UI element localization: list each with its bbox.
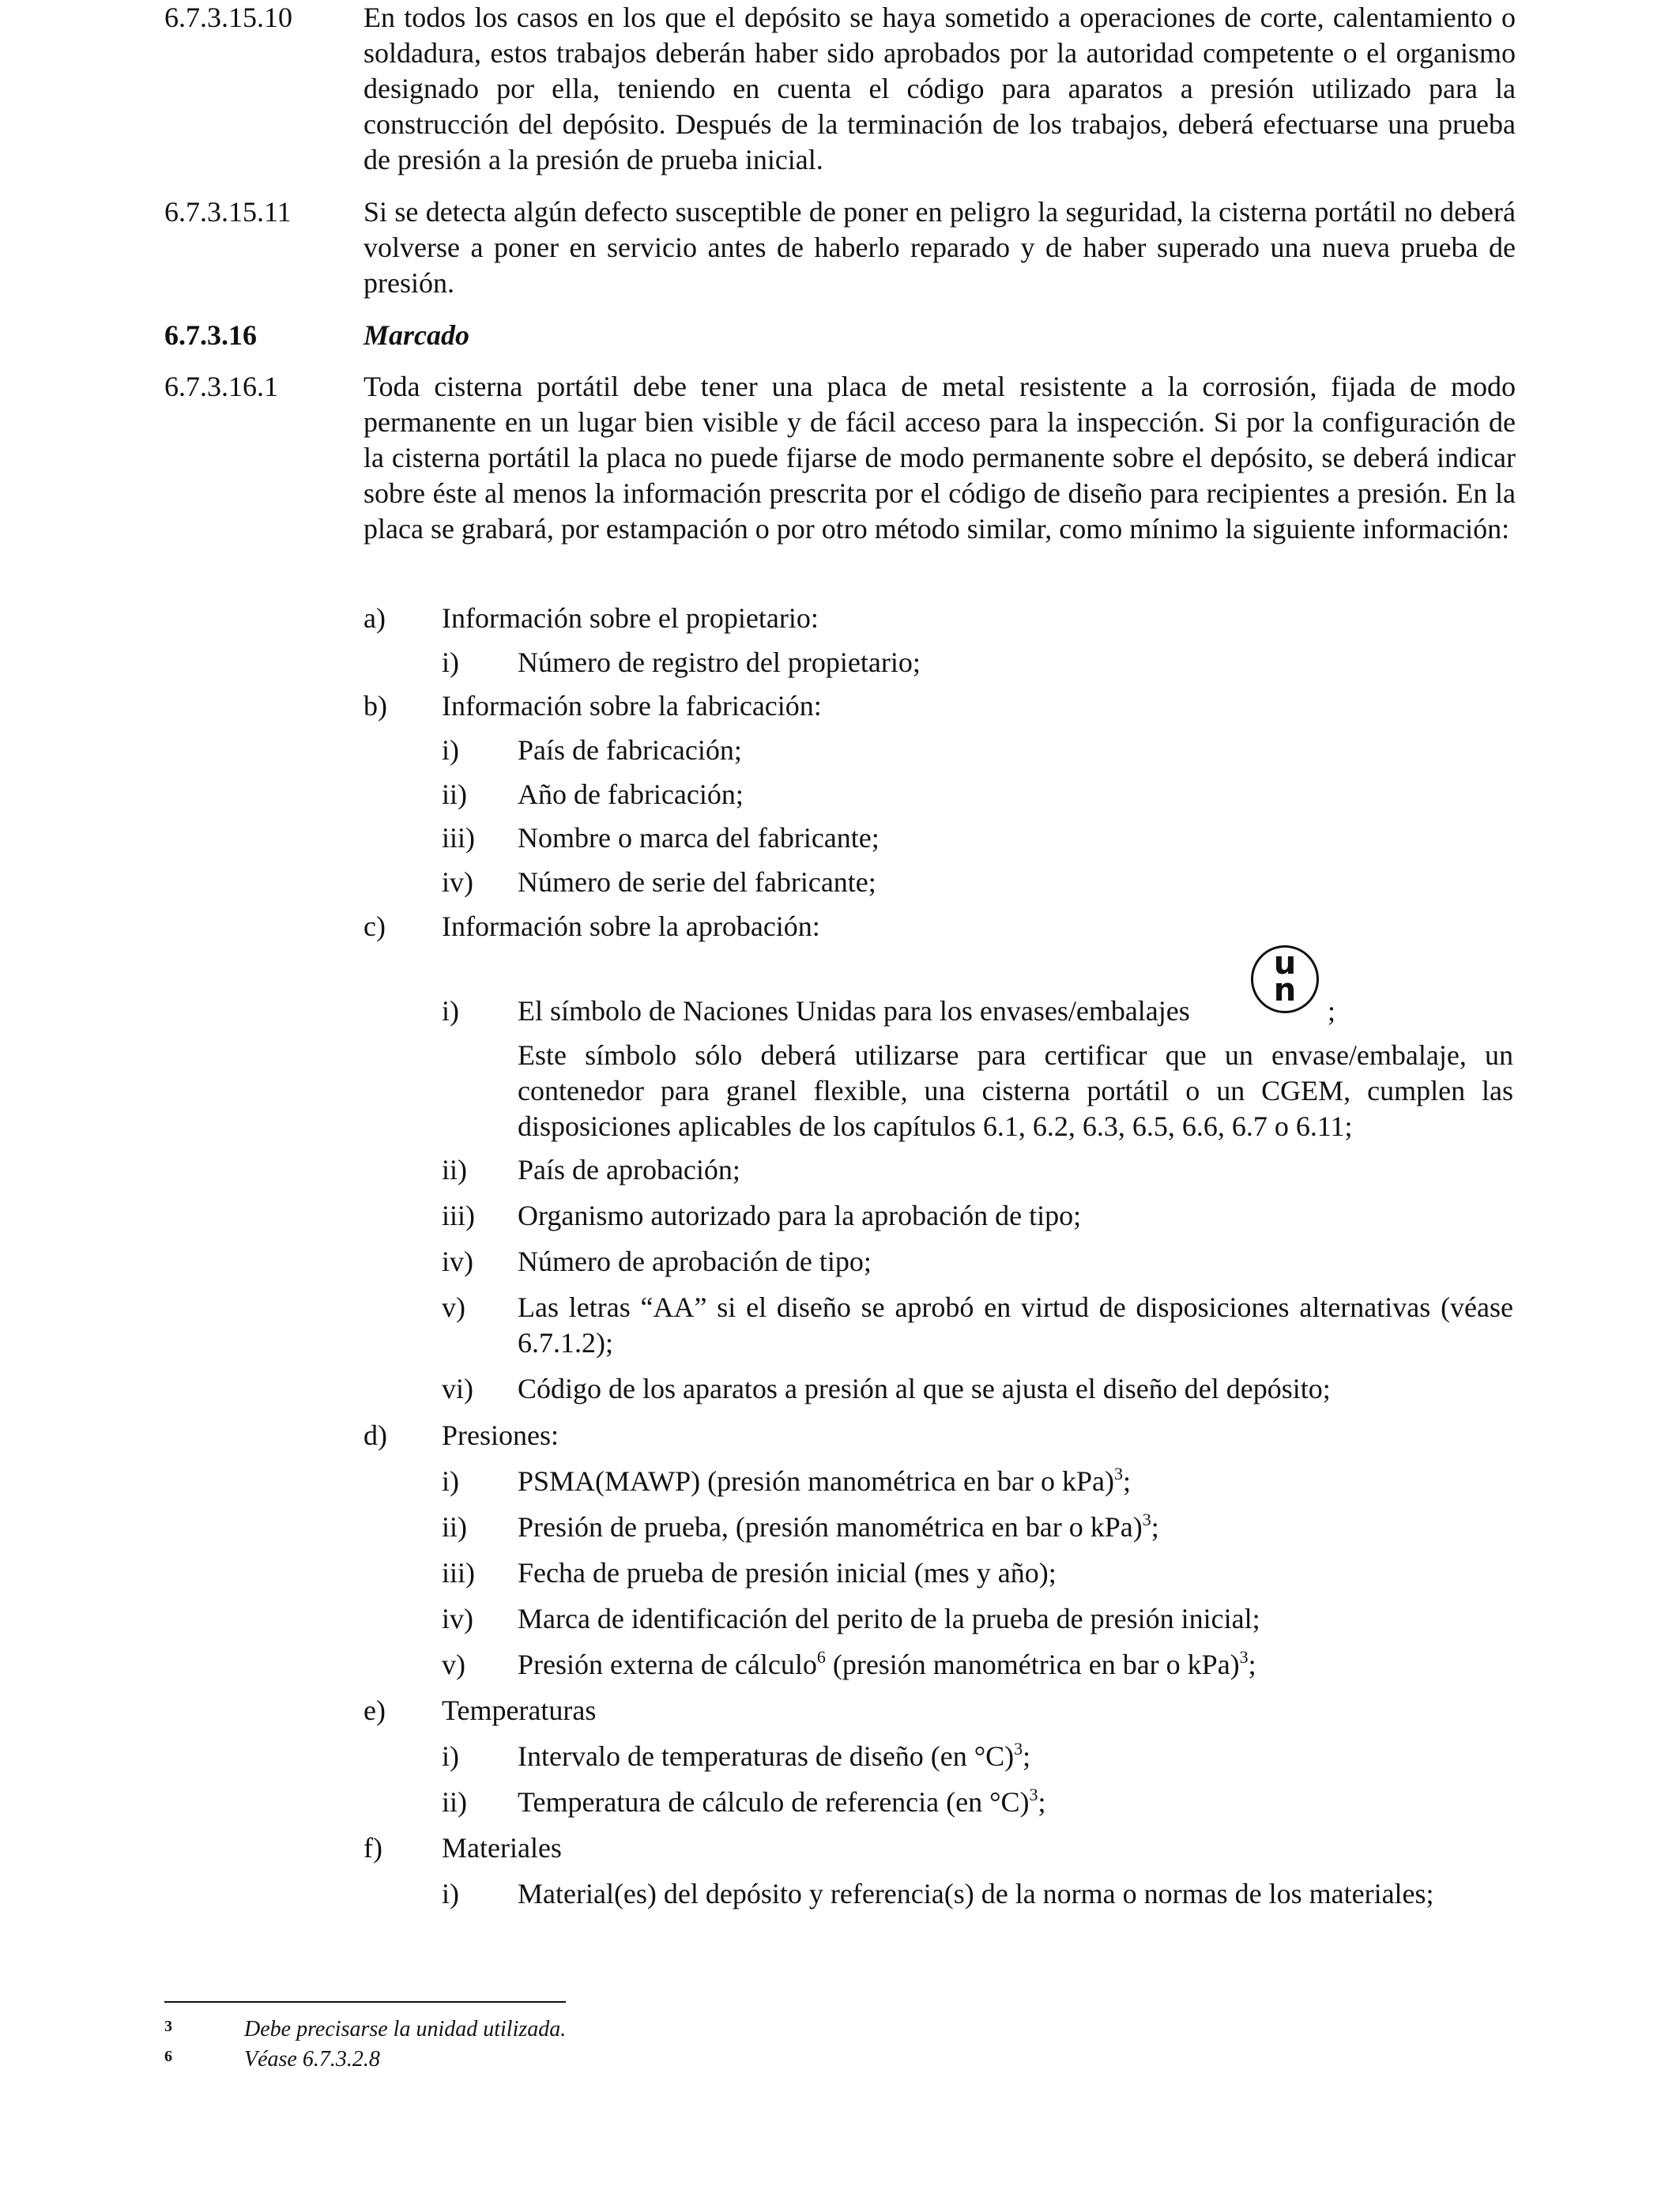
sublist-text: Número de serie del fabricante;	[518, 866, 876, 898]
sublist-label: i)	[442, 647, 459, 678]
sublist-text: Año de fabricación;	[518, 778, 744, 810]
section-number: 6.7.3.16	[164, 319, 257, 351]
sublist-label: vi)	[442, 1373, 473, 1404]
item-suffix: ;	[1248, 1649, 1256, 1680]
footnote-text: Debe precisarse la unidad utilizada.	[244, 2017, 567, 2041]
sublist-text	[518, 1510, 1159, 1545]
sublist-text	[518, 1647, 1256, 1683]
un-symbol-letter-n: n	[1273, 972, 1297, 1008]
section-title: Marcado	[363, 319, 469, 351]
item-suffix: ;	[1038, 1786, 1046, 1818]
sublist-text: Número de aprobación de tipo;	[518, 1246, 872, 1277]
sublist-text: Marca de identificación del perito de la prueba de presión inicial;	[518, 1603, 1260, 1634]
sublist-text: El símbolo de Naciones Unidas para los envases/embalajes	[518, 995, 1190, 1027]
sublist-text: País de fabricación;	[518, 734, 742, 766]
footnote-ref: 3	[1113, 1464, 1123, 1483]
sublist-text	[518, 1785, 1046, 1820]
sublist-text: País de aprobación;	[518, 1154, 740, 1186]
sublist-label: i)	[442, 1878, 459, 1909]
sublist-text-main: Temperatura de cálculo de referencia (en °C)	[518, 1786, 1030, 1818]
item-suffix: ;	[1122, 1465, 1131, 1497]
footnote-number: 6	[164, 2048, 172, 2065]
sublist-label: iv)	[442, 1246, 473, 1277]
paragraph-6-7-3-16-1	[164, 369, 1516, 547]
sublist-label: i)	[442, 1465, 459, 1497]
sublist-text-main: PSMA(MAWP) (presión manométrica en bar o kPa)	[518, 1465, 1114, 1497]
sublist-text: Número de registro del propietario;	[518, 647, 921, 678]
un-packaging-symbol-icon	[1251, 945, 1319, 1013]
sublist-label: ii)	[442, 1786, 467, 1818]
sublist-label: v)	[442, 1291, 465, 1323]
sublist-label: i)	[442, 1740, 459, 1772]
footnote-separator	[164, 2001, 566, 2003]
un-symbol-note: Este símbolo sólo deberá utilizarse para certificar que un envase/embalaje, un contenedor para granel flexible, una cisterna portátil o un CGEM, cumplen las disposiciones aplicables de los capítulos 6.1, 6.2, 6.3, 6.5, 6.6, 6.7 o 6.11;	[518, 1039, 1513, 1142]
footnote-ref: 6	[816, 1647, 826, 1667]
list-label: c)	[363, 910, 386, 942]
paragraph-text: En todos los casos en los que el depósito se haya sometido a operaciones de corte, calentamiento o soldadura, estos trabajos deberán haber sido aprobados por la autoridad competente o el organismo designado por ella, teniendo en cuenta el código para aparatos a presión utilizado para la construcción del depósito. Después de la terminación de los trabajos, deberá efectuarse una prueba de presión a la presión de prueba inicial.	[363, 2, 1516, 175]
sublist-text: Las letras “AA” si el diseño se aprobó en virtud de disposiciones alternativas (véase 6.7.1.2);	[518, 1291, 1513, 1359]
sublist-text-main: Presión de prueba, (presión manométrica en bar o kPa)	[518, 1511, 1143, 1543]
list-label: a)	[363, 602, 386, 634]
item-suffix: ;	[1151, 1511, 1159, 1543]
sublist-text-main: Presión externa de cálculo	[518, 1649, 817, 1680]
sublist-text: Material(es) del depósito y referencia(s) de la norma o normas de los materiales;	[518, 1878, 1434, 1909]
sublist-label: ii)	[442, 778, 467, 810]
list-text: Información sobre la aprobación:	[442, 910, 820, 942]
list-label: d)	[363, 1419, 387, 1451]
footnote-text: Véase 6.7.3.2.8	[244, 2047, 380, 2071]
footnote-ref: 3	[1239, 1647, 1249, 1667]
un-symbol-letter-u: u	[1273, 945, 1297, 982]
sublist-text: Código de los aparatos a presión al que se ajusta el diseño del depósito;	[518, 1373, 1331, 1404]
list-label: f)	[363, 1832, 382, 1864]
section-heading-6-7-3-16	[164, 318, 1516, 353]
paragraph-6-7-3-15-11	[164, 194, 1516, 301]
sublist-label: iii)	[442, 1557, 475, 1589]
paragraph-number: 6.7.3.15.11	[164, 196, 292, 228]
footnote-ref: 3	[1029, 1785, 1038, 1804]
list-label: b)	[363, 690, 387, 722]
list-text: Información sobre el propietario:	[442, 602, 819, 634]
footnote-ref: 3	[1014, 1739, 1023, 1759]
sublist-text	[518, 1739, 1030, 1774]
sublist-text: Nombre o marca del fabricante;	[518, 822, 880, 854]
sublist-label: iv)	[442, 866, 473, 898]
list-text: Materiales	[442, 1832, 562, 1864]
list-label: e)	[363, 1695, 386, 1726]
sublist-label: i)	[442, 995, 459, 1027]
sublist-label: i)	[442, 734, 459, 766]
footnote-number: 3	[164, 2018, 172, 2035]
paragraph-number: 6.7.3.15.10	[164, 2, 292, 33]
sublist-text-cont: (presión manométrica en bar o kPa)	[825, 1649, 1240, 1680]
sublist-text-main: Intervalo de temperaturas de diseño (en °C)	[518, 1740, 1015, 1772]
list-text: Presiones:	[442, 1419, 559, 1451]
sublist-label: iii)	[442, 822, 475, 854]
list-text: Temperaturas	[442, 1695, 597, 1726]
sublist-label: iv)	[442, 1603, 473, 1634]
sublist-text	[518, 1464, 1131, 1499]
paragraph-6-7-3-15-10	[164, 0, 1516, 178]
list-text: Información sobre la fabricación:	[442, 690, 822, 722]
footnote-ref: 3	[1142, 1510, 1151, 1529]
sublist-label: ii)	[442, 1511, 467, 1543]
sublist-label: ii)	[442, 1154, 467, 1186]
item-suffix: ;	[1328, 995, 1336, 1027]
paragraph-text: Toda cisterna portátil debe tener una placa de metal resistente a la corrosión, fijada de modo permanente en un lugar bien visible y de fácil acceso para la inspección. Si por la configuración de la cisterna portátil la placa no puede fijarse de modo permanente sobre el depósito, se deberá indicar sobre éste al menos la información prescrita por el código de diseño para recipientes a presión. En la placa se grabará, por estampación o por otro método similar, como mínimo la siguiente información:	[363, 371, 1516, 545]
sublist-label: iii)	[442, 1200, 475, 1231]
item-suffix: ;	[1023, 1740, 1031, 1772]
sublist-text: Fecha de prueba de presión inicial (mes y año);	[518, 1557, 1057, 1589]
sublist-label: v)	[442, 1649, 465, 1680]
sublist-text: Organismo autorizado para la aprobación de tipo;	[518, 1200, 1082, 1231]
paragraph-number: 6.7.3.16.1	[164, 371, 278, 402]
paragraph-text: Si se detecta algún defecto susceptible de poner en peligro la seguridad, la cisterna portátil no deberá volverse a poner en servicio antes de haberlo reparado y de haber superado una nueva prueba de presión.	[363, 196, 1516, 299]
